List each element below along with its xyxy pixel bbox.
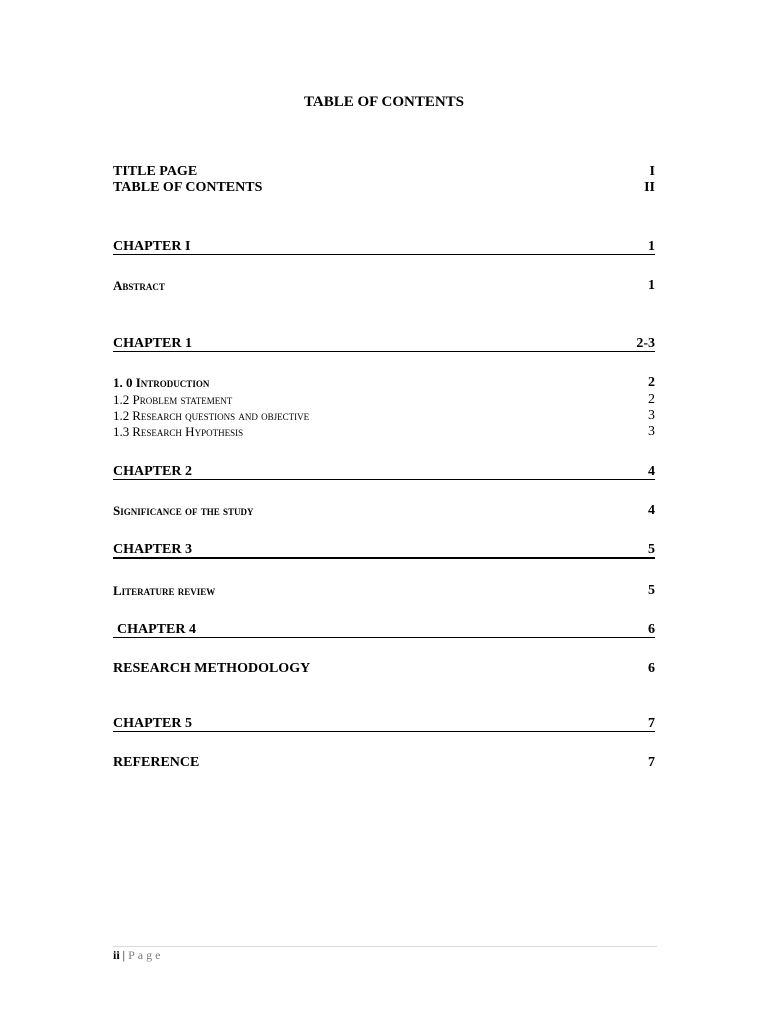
chapter-5-heading: CHAPTER 5 bbox=[113, 716, 192, 731]
page-footer bbox=[113, 949, 163, 961]
section-label: Research questions and objective bbox=[132, 408, 310, 423]
toc-page-literature-review: 5 bbox=[648, 583, 655, 598]
toc-page-problem-statement: 2 bbox=[648, 392, 655, 407]
footer-divider bbox=[113, 946, 657, 947]
toc-page-research-questions: 3 bbox=[648, 408, 655, 423]
toc-page-research-hypothesis: 3 bbox=[648, 424, 655, 439]
toc-page-title-page: I bbox=[649, 164, 655, 179]
toc-page-table-of-contents: II bbox=[644, 180, 655, 195]
toc-page-introduction: 2 bbox=[648, 375, 655, 390]
chapter-3-rule bbox=[113, 557, 655, 559]
toc-entry-research-methodology: RESEARCH METHODOLOGY bbox=[113, 661, 311, 676]
toc-entry-significance: Significance of the study bbox=[113, 503, 254, 518]
toc-page-reference: 7 bbox=[648, 755, 655, 770]
chapter-3-page: 5 bbox=[648, 542, 655, 557]
chapter-2-rule bbox=[113, 479, 655, 480]
toc-page-research-methodology: 6 bbox=[648, 661, 655, 676]
section-number: 1. 0 bbox=[113, 375, 133, 390]
section-label: Problem statement bbox=[132, 392, 233, 407]
chapter-1-rule bbox=[113, 351, 655, 352]
footer-page-number: ii bbox=[113, 948, 120, 962]
chapter-2-page: 4 bbox=[648, 464, 655, 479]
chapter-5-rule bbox=[113, 731, 655, 732]
toc-entry-reference: REFERENCE bbox=[113, 755, 200, 770]
toc-entry-introduction bbox=[113, 376, 209, 389]
toc-entry-literature-review: Literature review bbox=[113, 583, 216, 598]
chapter-4-page: 6 bbox=[648, 622, 655, 637]
section-label: Introduction bbox=[135, 375, 210, 390]
page-title: TABLE OF CONTENTS bbox=[303, 94, 465, 110]
chapter-4-heading: CHAPTER 4 bbox=[117, 622, 196, 637]
chapter-2-heading: CHAPTER 2 bbox=[113, 464, 192, 479]
footer-page-word: Page bbox=[128, 948, 164, 962]
footer-separator: | bbox=[122, 948, 126, 962]
chapter-3-heading: CHAPTER 3 bbox=[113, 542, 192, 557]
chapter-i-rule bbox=[113, 254, 655, 255]
chapter-i-page: 1 bbox=[648, 239, 655, 254]
section-number: 1.2 bbox=[113, 392, 130, 407]
toc-entry-table-of-contents: TABLE OF CONTENTS bbox=[113, 180, 263, 195]
section-label: Research Hypothesis bbox=[132, 424, 244, 439]
toc-entry-research-hypothesis bbox=[113, 425, 243, 438]
section-number: 1.2 bbox=[113, 408, 130, 423]
chapter-1-heading: CHAPTER 1 bbox=[113, 336, 192, 351]
toc-entry-title-page: TITLE PAGE bbox=[113, 164, 198, 179]
chapter-i-heading: CHAPTER I bbox=[113, 239, 191, 254]
toc-page-significance: 4 bbox=[648, 503, 655, 518]
section-number: 1.3 bbox=[113, 424, 130, 439]
toc-entry-research-questions bbox=[113, 409, 309, 422]
chapter-1-page: 2-3 bbox=[636, 336, 655, 351]
toc-page-abstract: 1 bbox=[648, 278, 655, 293]
toc-entry-problem-statement bbox=[113, 393, 232, 406]
chapter-4-rule bbox=[113, 637, 655, 638]
chapter-5-page: 7 bbox=[648, 716, 655, 731]
toc-entry-abstract: Abstract bbox=[113, 278, 165, 293]
